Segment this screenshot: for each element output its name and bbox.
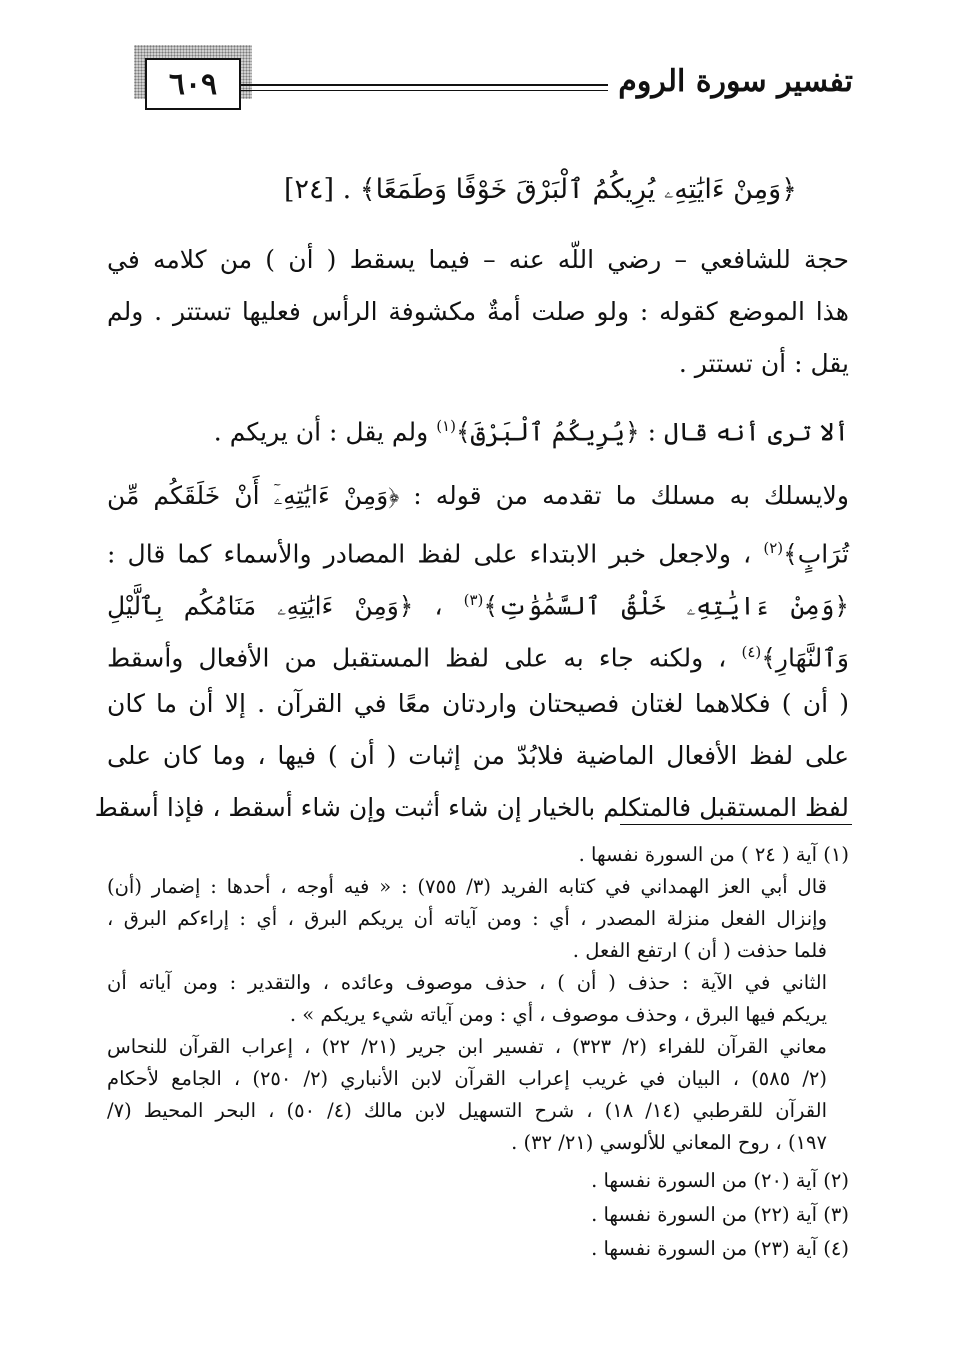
footnote-ref: (٣) [463,591,484,609]
footnote-line: فلما حذفت ( أن ) ارتفع الفعل . [572,939,827,962]
body-line: ولايسلك به مسلك ما تقدمه من قوله : ﴿وَمِنْ ءَايَٰتِهِۦٓ أَنْ خَلَقَكُم مِّن [107,481,849,510]
body-line [107,630,849,680]
footnote-ref: (٤) [741,643,762,661]
body-line: على لفظ الأفعال الماضية فلابُدّ من إثبات ( أن ) فيها ، وما كان على [107,741,849,770]
body-line: لفظ المستقبل فالمتكلم بالخيار إن شاء أثبت وإن شاء أسقط ، فإذا أسقط [94,793,849,822]
footnote-ref: (١) [436,417,456,435]
running-title: تفسير سورة الروم [618,64,853,99]
footnote-line: (٤) آية (٢٣) من السورة نفسها . [591,1237,849,1260]
page-number-box [145,58,241,110]
body-line [107,578,849,628]
header-rule-thin [240,90,608,91]
quran-verse: ﴿وَمِنْ ءَايَٰتِهِۦ يُرِيكُمُ ٱلْبَرْقَ خَوْفًا وَطَمَعًا﴾ . [٢٤] [283,174,797,205]
page-number: ٦٠٩ [168,66,218,102]
body-line: حجة للشافعي – رضي اللّه عنه – فيما يسقط ( أن ) من كلامه في [107,245,849,274]
body-line: هذا الموضع كقوله : ولو صلت أمةٌ مكشوفة الرأس فعليها تستتر . ولم [107,297,849,326]
footnote-line: قال أبي العز الهمداني في كتابه الفريد (٣/ ٧٥٥) : « فيه أوجه ، أحدها : إضمار (أن) [107,875,827,898]
footnote-rule [620,824,852,825]
body-text: ، ولاجعل خبر الابتداء على لفظ المصادر والأسماء كما قال : [107,539,752,569]
footnote-line: يريكم فيها البرق ، وحذف موصوف ، أي : ومن آياته شيء يريكم » . [289,1003,827,1026]
body-text: ، ولكنه جاء به على لفظ المستقبل من الأفعال وأسقط [107,643,727,673]
footnote-line: (٣) آية (٢٢) من السورة نفسها . [591,1203,849,1226]
quran-fragment: ، ﴿وَمِنْ ءَايَٰتِهِۦ مَنَامُكُم بِٱلَّيْلِ [107,591,443,621]
footnote-line: (٢) آية (٢٠) من السورة نفسها . [591,1169,849,1192]
body-line: ( أن ) فكلاهما لغتان فصيحتان واردتان معًا في القرآن . إلا أن ما كان [107,689,849,718]
body-line [107,526,849,576]
quran-fragment: وَٱلنَّهَارِ﴾ [761,643,849,673]
body-line [214,404,849,454]
header-rule [240,84,608,86]
body-text: ولم يقل : أن يريكم . [213,417,429,447]
footnote-line: القرآن للقرطبي (١٤/ ١٨) ، شرح التسهيل لابن مالك (٤/ ٥٠) ، البحر المحيط (٧/ [107,1099,828,1122]
quran-fragment: تُرَابٍ﴾ [783,539,850,569]
footnote-line: وإنزال الفعل منزلة المصدر ، أي : ومن آياته أن يريكم البرق ، أي : إراءكم البرق ، [107,907,827,930]
body-text: ألا ترى أنه قال : ﴿يُرِيكُمُ ٱلْبَرْقَ﴾ [455,417,849,447]
footnote-line: (١) آية ( ٢٤ ) من السورة نفسها . [578,843,849,866]
body-line: يقل : أن تستتر . [678,349,849,378]
footnote-line: (٢/ ٥٨٥) ، البيان في غريب إعراب القرآن لابن الأنباري (٢/ ٢٥٠) ، الجامع لأحكام [107,1067,828,1090]
footnote-line: معاني القرآن للفراء (٢/ ٣٢٣) ، تفسير ابن جرير (٢١/ ٢٢) ، إعراب القرآن للنحاس [107,1035,827,1058]
quran-fragment: ﴿وَمِنْ ءَايَٰتِهِۦ خَلْقُ ٱلسَّمَٰوَٰتِ﴾ [483,591,849,621]
footnote-line: الثاني في الآية : حذف ( أن ) ، حذف موصوف وعائده ، والتقدير : ومن آياته أن [107,971,827,994]
footnote-ref: (٢) [763,539,784,557]
footnote-line: ١٩٧) ، روح المعاني للألوسي (٢١/ ٣٢) . [511,1131,827,1154]
